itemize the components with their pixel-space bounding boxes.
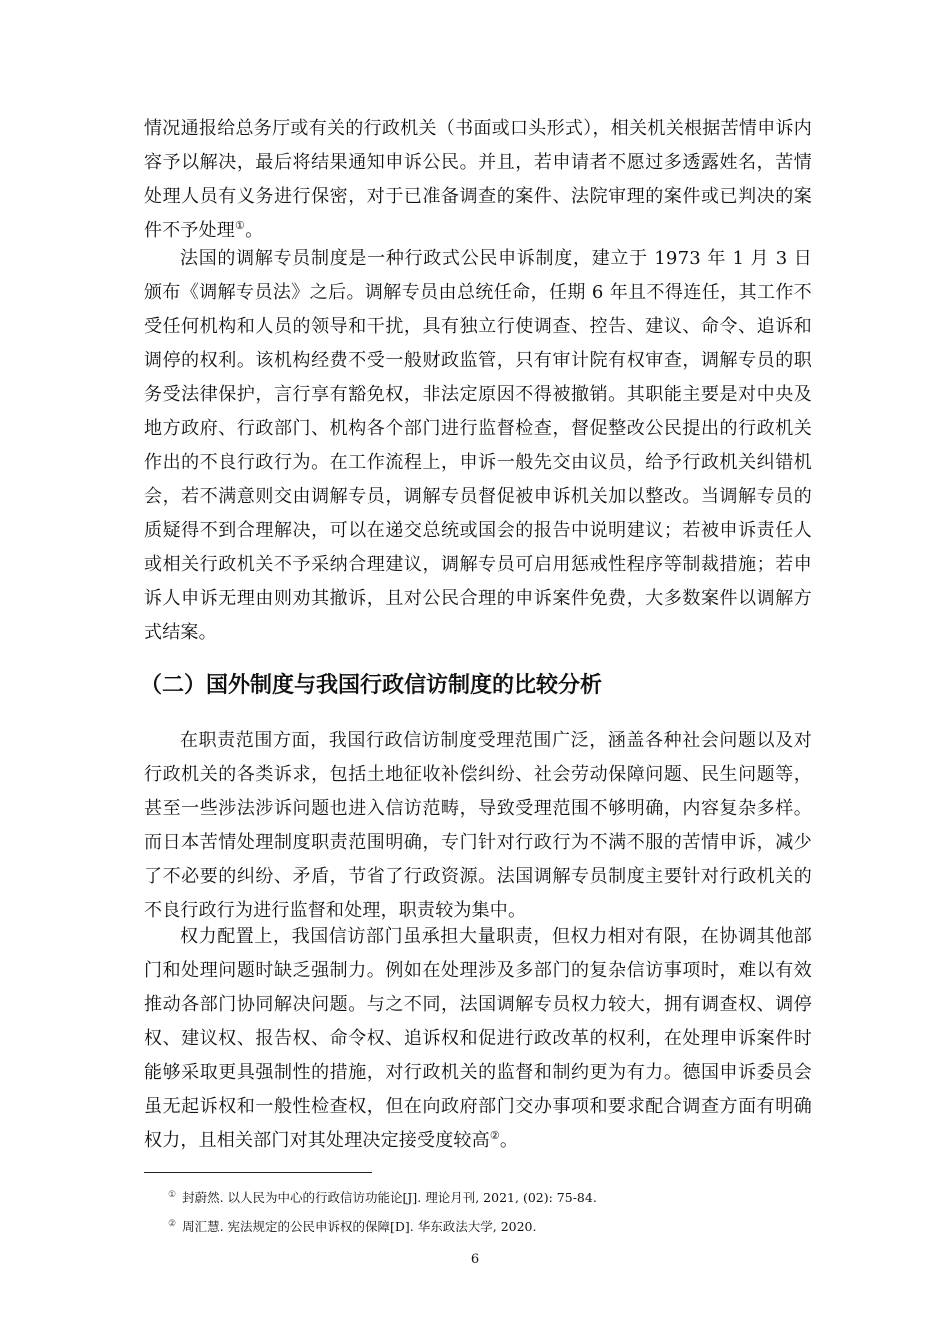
page-number: 6 xyxy=(470,1252,480,1267)
section-paragraph-1: 在职责范围方面，我国行政信访制度受理范围广泛，涵盖各种社会问题以及对行政机关的各类诉求，包括土地征收补偿纠纷、社会劳动保障问题、民生问题等，甚至一些涉法涉诉问题也进入信访范畴，导致受理范围不够明确，内容复杂多样。而日本苦情处理制度职责范围明确，专门针对行政行为不满不服的苦情申诉，减少了不必要的纠纷、矛盾，节省了行政资源。法国调解专员制度主要针对行政机关的不良行政行为进行监督和处理，职责较为集中。 xyxy=(144,730,812,921)
footnote-1 xyxy=(168,1182,808,1211)
body-paragraph-1 xyxy=(144,112,812,248)
section-heading: （二）国外制度与我国行政信访制度的比较分析 xyxy=(140,673,603,698)
paragraph-text: 权力配置上，我国信访部门虽承担大量职责，但权力相对有限，在协调其他部门和处理问题时缺乏强制力。例如在处理涉及多部门的复杂信访事项时，难以有效推动各部门协同解决问题。与之不同，法国调解专员权力较大，拥有调查权、调停权、建议权、报告权、命令权、追诉权和促进行政改革的权利，在处理申诉案件时能够采取更具强制性的措施，对行政机关的监督和制约更为有力。德国申诉委员会虽无起诉权和一般性检查权，但在向政府部门交办事项和要求配合调查方面有明确权力，且相关部门对其处理决定接受度较高 xyxy=(144,926,812,1151)
body-paragraph-2: 法国的调解专员制度是一种行政式公民申诉制度，建立于 1973 年 1 月 3 日颁布《调解专员法》之后。调解专员由总统任命，任期 6 年且不得连任，其工作不受任何机构和人员的领导和干扰，具有独立行使调查、控告、建议、命令、追诉和调停的权利。该机构经费不受一般财政监管，只有审计院有权审查，调解专员的职务受法律保护，言行享有豁免权，非法定原因不得被撤销。其职能主要是对中央及地方政府、行政部门、机构各个部门进行监督检查，督促整改公民提出的行政机关作出的不良行政行为。在工作流程上，申诉一般先交由议员，给予行政机关纠错机会，若不满意则交由调解专员，调解专员督促被申诉机关加以整改。当调解专员的质疑得不到合理解决，可以在递交总统或国会的报告中说明建议；若被申诉责任人或相关行政机关不予采纳合理建议，调解专员可启用惩戒性程序等制裁措施；若申诉人申诉无理由则劝其撤诉，且对公民合理的申诉案件免费，大多数案件以调解方式结案。 xyxy=(144,248,812,643)
footnote-text: 周汇慧. 宪法规定的公民申诉权的保障[D]. 华东政法大学, 2020. xyxy=(182,1219,537,1235)
footnote-2 xyxy=(168,1211,808,1240)
section-paragraph-2 xyxy=(144,920,812,1158)
footnote-mark: ① xyxy=(168,1190,177,1200)
paragraph-tail: 。 xyxy=(245,220,264,241)
paragraph-tail: 。 xyxy=(499,1130,519,1151)
footnote-separator xyxy=(144,1172,372,1173)
footnote-mark: ② xyxy=(168,1219,177,1230)
footnote-reference-2[interactable]: ② xyxy=(489,1129,500,1142)
footnote-text: 封蔚然. 以人民为中心的行政信访功能论[J]. 理论月刊, 2021, (02): 75-84. xyxy=(182,1190,597,1206)
footnotes xyxy=(168,1182,808,1240)
footnote-reference-1[interactable]: ① xyxy=(235,219,246,232)
paragraph-text: 情况通报给总务厅或有关的行政机关（书面或口头形式），相关机关根据苦情申诉内容予以解决，最后将结果通知申诉公民。并且，若申请者不愿过多透露姓名，苦情处理人员有义务进行保密，对于已准备调查的案件、法院审理的案件或已判决的案件不予处理 xyxy=(144,118,812,241)
